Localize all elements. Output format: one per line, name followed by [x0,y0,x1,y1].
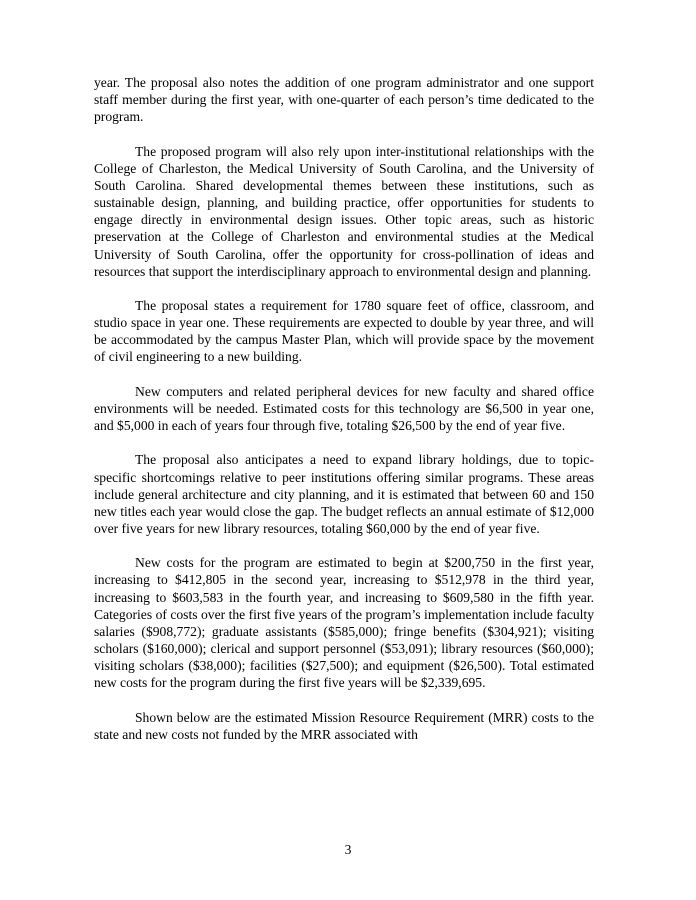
paragraph-mrr-intro: Shown below are the estimated Mission Resource Requirement (MRR) costs to the state and new costs not funded by the MRR associated with [94,709,594,742]
paragraph-computers: New computers and related peripheral devices for new faculty and shared office environments will be needed. Estimated costs for this technology are $6,500 in year one, and $5,000 in each of years four through five, totaling $26,500 by the end of year five. [94,383,594,434]
paragraph-inter-institutional: The proposed program will also rely upon inter-institutional relationships with the College of Charleston, the Medical University of South Carolina, and the University of South Carolina. Shared developmental themes between these institutions, such as sustainable design, planning, and building practice, offer opportunities for students to engage directly in environmental design issues. Other topic areas, such as historic preservation at the College of Charleston and environmental studies at the Medical University of South Carolina, offer the opportunity for cross-pollination of ideas and resources that support the interdisciplinary approach to environmental design and planning. [94,143,594,279]
document-body [94,74,594,743]
paragraph-library-holdings: The proposal also anticipates a need to expand library holdings, due to topic-specific shortcomings relative to peer institutions offering similar programs. These areas include general architecture and city planning, and it is estimated that between 60 and 150 new titles each year would close the gap. The budget reflects an annual estimate of $12,000 over five years for new library resources, totaling $60,000 by the end of year five. [94,452,594,536]
page-footer [0,841,696,858]
page-number: 3 [344,842,352,857]
paragraph-new-costs: New costs for the program are estimated to begin at $200,750 in the first year, increasing to $412,805 in the second year, increasing to $512,978 in the third year, increasing to $603,583 in the fourth year, and increasing to $609,580 in the fifth year. Categories of costs over the first five years of the program’s implementation include faculty salaries ($908,772); graduate assistants ($585,000); fringe benefits ($304,921); visiting scholars ($160,000); clerical and support personnel ($53,091); library resources ($60,000); visiting scholars ($38,000); facilities ($27,500); and equipment ($26,500). Total estimated new costs for the program during the first five years will be $2,339,695. [94,555,594,691]
paragraph-space-requirements: The proposal states a requirement for 1780 square feet of office, classroom, and studio space in year one. These requirements are expected to double by year three, and will be accommodated by the campus Master Plan, which will provide space by the movement of civil engineering to a new building. [94,298,594,365]
paragraph-continuation: year. The proposal also notes the addition of one program administrator and one support staff member during the first year, with one-quarter of each person’s time dedicated to the program. [94,75,594,125]
